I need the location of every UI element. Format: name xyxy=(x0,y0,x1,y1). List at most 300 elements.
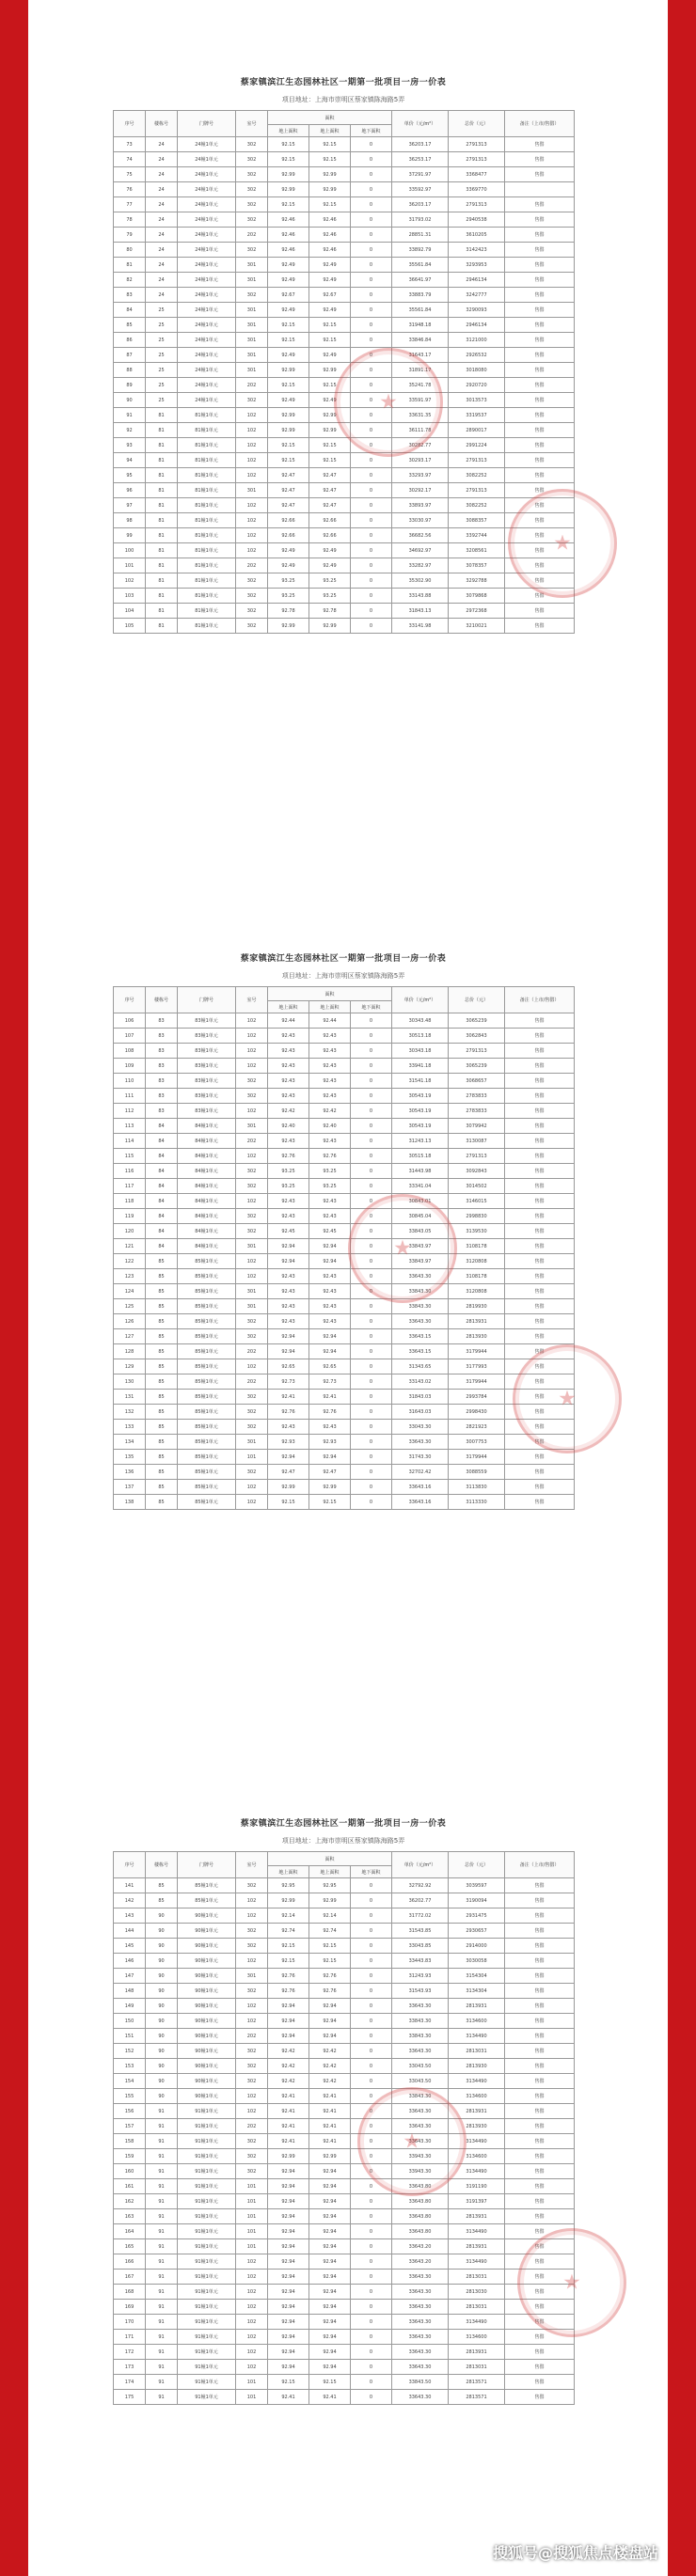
table-row xyxy=(114,1465,575,1480)
table-cell: 102 xyxy=(236,1059,268,1074)
table-cell: 36641.97 xyxy=(392,273,449,288)
table-cell: 33643.30 xyxy=(392,2285,449,2300)
table-cell: 2998430 xyxy=(449,1405,505,1420)
table-cell: 84 xyxy=(146,1239,178,1254)
table-cell: 2791313 xyxy=(449,1149,505,1164)
table-cell: 92.94 xyxy=(268,2209,309,2224)
table-cell: 83幢1单元 xyxy=(178,1013,236,1029)
table-row xyxy=(114,558,575,573)
table-row xyxy=(114,2254,575,2270)
table-row xyxy=(114,528,575,543)
table-cell: 33643.30 xyxy=(392,2119,449,2134)
table-row xyxy=(114,513,575,528)
table-row xyxy=(114,288,575,303)
table-cell: 102 xyxy=(114,573,146,589)
table-row xyxy=(114,2179,575,2194)
table-cell: 119 xyxy=(114,1209,146,1224)
table-cell: 92.49 xyxy=(309,273,351,288)
table-cell: 3134600 xyxy=(449,2330,505,2345)
table-cell: 85幢1单元 xyxy=(178,1254,236,1269)
table-cell: 3092843 xyxy=(449,1164,505,1179)
table-cell: 售罄 xyxy=(505,303,575,318)
table-cell: 92.99 xyxy=(268,408,309,423)
table-cell: 81幢1单元 xyxy=(178,468,236,483)
table-cell: 3134304 xyxy=(449,1984,505,1999)
table-cell: 33643.30 xyxy=(392,1435,449,1450)
table-cell: 24幢1单元 xyxy=(178,288,236,303)
table-cell: 91 xyxy=(146,2285,178,2300)
table-cell: 0 xyxy=(351,438,392,453)
table-cell: 147 xyxy=(114,1969,146,1984)
table-cell: 91 xyxy=(146,2300,178,2315)
table-cell: 302 xyxy=(236,1074,268,1089)
table-cell: 3108178 xyxy=(449,1239,505,1254)
table-cell: 90 xyxy=(146,1924,178,1939)
column-header: 序号 xyxy=(114,111,146,137)
table-cell: 售罄 xyxy=(505,2014,575,2029)
table-cell: 86 xyxy=(114,333,146,348)
table-cell: 92.94 xyxy=(268,2270,309,2285)
table-cell: 92.94 xyxy=(309,2315,351,2330)
table-cell: 102 xyxy=(236,453,268,468)
table-cell: 90幢1单元 xyxy=(178,2089,236,2104)
table-cell: 114 xyxy=(114,1134,146,1149)
table-cell: 2813931 xyxy=(449,2209,505,2224)
table-cell: 33643.20 xyxy=(392,2254,449,2270)
table-cell: 售罄 xyxy=(505,2375,575,2390)
table-cell: 0 xyxy=(351,182,392,197)
table-cell: 售罄 xyxy=(505,1239,575,1254)
table-cell: 79 xyxy=(114,228,146,243)
table-cell: 2914000 xyxy=(449,1939,505,1954)
table-cell: 33943.30 xyxy=(392,2149,449,2164)
table-cell: 87 xyxy=(114,348,146,363)
table-row xyxy=(114,2029,575,2044)
table-cell: 3210021 xyxy=(449,619,505,634)
table-cell: 3134490 xyxy=(449,2134,505,2149)
table-cell: 24幢1单元 xyxy=(178,303,236,318)
table-cell: 102 xyxy=(236,1254,268,1269)
table-cell: 92.43 xyxy=(309,1209,351,1224)
table-cell: 24 xyxy=(146,288,178,303)
table-cell: 售罄 xyxy=(505,2164,575,2179)
table-cell: 90 xyxy=(146,2059,178,2074)
table-cell: 3018080 xyxy=(449,363,505,378)
table-cell: 92.15 xyxy=(309,1939,351,1954)
table-cell: 33943.30 xyxy=(392,2164,449,2179)
table-cell: 81幢1单元 xyxy=(178,408,236,423)
table-cell: 302 xyxy=(236,243,268,258)
table-cell: 92.49 xyxy=(268,273,309,288)
table-cell: 92.94 xyxy=(268,1344,309,1359)
table-cell: 85幢1单元 xyxy=(178,1465,236,1480)
table-cell: 售罄 xyxy=(505,1893,575,1908)
table-cell: 92.99 xyxy=(268,167,309,182)
table-cell: 92.99 xyxy=(309,408,351,423)
table-cell: 3319537 xyxy=(449,408,505,423)
table-row xyxy=(114,1329,575,1344)
table-cell: 售罄 xyxy=(505,2059,575,2074)
table-cell: 3208561 xyxy=(449,543,505,558)
table-cell: 81幢1单元 xyxy=(178,513,236,528)
table-cell: 0 xyxy=(351,1954,392,1969)
table-cell: 107 xyxy=(114,1029,146,1044)
table-cell: 91 xyxy=(146,2209,178,2224)
table-cell: 售罄 xyxy=(505,423,575,438)
table-row xyxy=(114,1134,575,1149)
table-cell: 0 xyxy=(351,1878,392,1893)
table-cell: 0 xyxy=(351,378,392,393)
table-row xyxy=(114,1374,575,1390)
sheet-title: 蔡家镇滨江生态园林社区一期第一批项目一房一价表 xyxy=(240,954,447,964)
table-cell: 售罄 xyxy=(505,1284,575,1299)
table-cell: 102 xyxy=(236,2014,268,2029)
table-cell: 33643.30 xyxy=(392,1314,449,1329)
table-cell: 售罄 xyxy=(505,1984,575,1999)
table-cell: 92.15 xyxy=(268,1939,309,1954)
table-cell: 92.43 xyxy=(268,1209,309,1224)
table-cell: 159 xyxy=(114,2149,146,2164)
table-cell: 145 xyxy=(114,1939,146,1954)
table-cell: 84 xyxy=(146,1149,178,1164)
table-cell: 92.94 xyxy=(309,2194,351,2209)
table-cell: 0 xyxy=(351,2360,392,2375)
table-cell: 92.43 xyxy=(268,1299,309,1314)
table-cell: 24 xyxy=(146,243,178,258)
table-cell: 91幢1单元 xyxy=(178,2194,236,2209)
table-cell: 78 xyxy=(114,212,146,228)
table-cell: 2813930 xyxy=(449,2119,505,2134)
table-cell: 92.41 xyxy=(309,1390,351,1405)
table-cell: 81幢1单元 xyxy=(178,528,236,543)
table-cell: 302 xyxy=(236,2059,268,2074)
table-cell: 85幢1单元 xyxy=(178,1878,236,1893)
table-cell: 3068657 xyxy=(449,1074,505,1089)
table-cell: 90 xyxy=(146,2014,178,2029)
table-cell: 35561.84 xyxy=(392,258,449,273)
table-row xyxy=(114,2119,575,2134)
table-cell: 85 xyxy=(146,1390,178,1405)
table-cell: 120 xyxy=(114,1224,146,1239)
column-header: 备注（上市/售罄） xyxy=(505,987,575,1013)
table-cell: 302 xyxy=(236,1164,268,1179)
table-cell: 133 xyxy=(114,1420,146,1435)
price-table xyxy=(113,1851,575,2405)
table-cell: 85幢1单元 xyxy=(178,1450,236,1465)
table-cell: 0 xyxy=(351,137,392,152)
table-cell: 92.14 xyxy=(268,1908,309,1924)
table-cell: 92.94 xyxy=(309,2164,351,2179)
column-header: 单价（元/m²） xyxy=(392,111,449,137)
table-cell: 90幢1单元 xyxy=(178,1984,236,1999)
table-cell: 33941.18 xyxy=(392,1059,449,1074)
table-cell: 0 xyxy=(351,333,392,348)
table-cell: 2791313 xyxy=(449,197,505,212)
table-cell: 102 xyxy=(236,1029,268,1044)
table-cell: 92.15 xyxy=(268,318,309,333)
table-cell: 92.94 xyxy=(309,1450,351,1465)
table-cell: 92.94 xyxy=(268,2345,309,2360)
table-cell: 91 xyxy=(146,2270,178,2285)
table-cell: 301 xyxy=(236,348,268,363)
table-cell: 93.25 xyxy=(268,1179,309,1194)
table-cell: 91幢1单元 xyxy=(178,2149,236,2164)
table-cell: 25 xyxy=(146,348,178,363)
table-cell: 92.94 xyxy=(309,2330,351,2345)
table-cell: 92.15 xyxy=(309,333,351,348)
table-cell: 24幢1单元 xyxy=(178,348,236,363)
table-cell: 93.25 xyxy=(268,589,309,604)
table-cell: 售罄 xyxy=(505,1194,575,1209)
table-cell: 90幢1单元 xyxy=(178,2059,236,2074)
table-cell: 92.42 xyxy=(309,1104,351,1119)
table-row xyxy=(114,1878,575,1893)
table-cell: 0 xyxy=(351,2134,392,2149)
table-cell: 33643.30 xyxy=(392,1269,449,1284)
table-cell: 24 xyxy=(146,228,178,243)
table-cell: 92.41 xyxy=(268,2089,309,2104)
table-cell: 3134600 xyxy=(449,2014,505,2029)
table-cell: 91 xyxy=(114,408,146,423)
table-cell: 售罄 xyxy=(505,1495,575,1510)
table-cell: 2946134 xyxy=(449,273,505,288)
table-cell: 售罄 xyxy=(505,453,575,468)
table-cell: 92.74 xyxy=(309,1924,351,1939)
column-subheader: 地下面积 xyxy=(351,1001,392,1013)
table-cell: 85幢1单元 xyxy=(178,1495,236,1510)
table-cell: 售罄 xyxy=(505,1450,575,1465)
table-cell: 92.46 xyxy=(309,212,351,228)
table-cell: 30282.77 xyxy=(392,438,449,453)
table-cell: 2931475 xyxy=(449,1908,505,1924)
table-cell: 24幢1单元 xyxy=(178,333,236,348)
table-cell: 3179944 xyxy=(449,1374,505,1390)
table-cell: 92.94 xyxy=(309,1344,351,1359)
table-cell: 92.76 xyxy=(268,1984,309,1999)
table-cell: 33631.35 xyxy=(392,408,449,423)
table-cell: 2813030 xyxy=(449,2285,505,2300)
table-cell: 0 xyxy=(351,2059,392,2074)
table-cell: 91幢1单元 xyxy=(178,2119,236,2134)
table-cell: 售罄 xyxy=(505,1059,575,1074)
table-cell: 33643.30 xyxy=(392,2270,449,2285)
table-cell: 81 xyxy=(114,258,146,273)
table-cell: 92.93 xyxy=(309,1435,351,1450)
table-cell: 33643.80 xyxy=(392,2194,449,2209)
table-cell: 24幢1单元 xyxy=(178,318,236,333)
table-cell: 31843.03 xyxy=(392,1390,449,1405)
table-cell: 91 xyxy=(146,2104,178,2119)
table-cell: 85 xyxy=(146,1299,178,1314)
table-cell: 132 xyxy=(114,1405,146,1420)
table-cell: 2920720 xyxy=(449,378,505,393)
table-row xyxy=(114,1969,575,1984)
table-cell: 91 xyxy=(146,2390,178,2405)
table-cell: 3079942 xyxy=(449,1119,505,1134)
table-cell: 131 xyxy=(114,1390,146,1405)
table-cell: 83 xyxy=(114,288,146,303)
table-cell: 33843.97 xyxy=(392,1239,449,1254)
table-cell: 92.94 xyxy=(268,1329,309,1344)
table-cell: 3134490 xyxy=(449,2224,505,2239)
table-cell: 3121000 xyxy=(449,333,505,348)
table-cell: 0 xyxy=(351,2014,392,2029)
table-cell: 0 xyxy=(351,2315,392,2330)
seal-stamp xyxy=(517,2228,626,2337)
table-cell: 92.94 xyxy=(268,2014,309,2029)
table-cell: 102 xyxy=(236,1954,268,1969)
table-row xyxy=(114,1089,575,1104)
table-cell: 售罄 xyxy=(505,1435,575,1450)
table-cell: 101 xyxy=(236,2194,268,2209)
table-cell: 售罄 xyxy=(505,498,575,513)
table-cell: 92.94 xyxy=(309,2239,351,2254)
table-cell: 85 xyxy=(146,1359,178,1374)
table-cell: 售罄 xyxy=(505,2285,575,2300)
table-cell: 92.42 xyxy=(268,2059,309,2074)
table-cell: 0 xyxy=(351,589,392,604)
table-cell: 售罄 xyxy=(505,1969,575,1984)
table-row xyxy=(114,152,575,167)
table-cell: 92.43 xyxy=(268,1089,309,1104)
seal-stamp xyxy=(508,489,617,598)
table-cell: 301 xyxy=(236,318,268,333)
table-cell: 0 xyxy=(351,2194,392,2209)
table-cell: 售罄 xyxy=(505,212,575,228)
table-cell: 171 xyxy=(114,2330,146,2345)
table-cell: 169 xyxy=(114,2300,146,2315)
table-cell: 0 xyxy=(351,2104,392,2119)
table-cell: 85幢1单元 xyxy=(178,1435,236,1450)
table-cell: 80 xyxy=(114,243,146,258)
table-cell: 93 xyxy=(114,438,146,453)
table-cell: 92.46 xyxy=(268,212,309,228)
table-cell: 81 xyxy=(146,453,178,468)
table-cell: 28851.31 xyxy=(392,228,449,243)
table-cell: 92.67 xyxy=(268,288,309,303)
table-cell: 92.73 xyxy=(268,1374,309,1390)
table-cell: 93.25 xyxy=(309,1164,351,1179)
table-cell: 202 xyxy=(236,1134,268,1149)
table-cell: 93.25 xyxy=(268,1164,309,1179)
table-cell: 102 xyxy=(236,2270,268,2285)
table-cell: 2819930 xyxy=(449,1299,505,1314)
table-cell: 102 xyxy=(236,438,268,453)
table-cell: 302 xyxy=(236,1405,268,1420)
table-cell: 0 xyxy=(351,423,392,438)
table-row xyxy=(114,2285,575,2300)
table-cell: 84 xyxy=(146,1179,178,1194)
table-row xyxy=(114,1284,575,1299)
table-cell: 85幢1单元 xyxy=(178,1329,236,1344)
table-cell: 81 xyxy=(146,513,178,528)
table-cell: 301 xyxy=(236,258,268,273)
table-cell: 33643.30 xyxy=(392,1999,449,2014)
table-cell: 116 xyxy=(114,1164,146,1179)
table-cell: 90 xyxy=(114,393,146,408)
table-cell: 92.94 xyxy=(268,2330,309,2345)
table-cell: 160 xyxy=(114,2164,146,2179)
table-cell: 2791313 xyxy=(449,1044,505,1059)
table-cell: 85 xyxy=(114,318,146,333)
table-cell: 售罄 xyxy=(505,363,575,378)
table-cell: 91 xyxy=(146,2315,178,2330)
table-cell: 202 xyxy=(236,558,268,573)
table-cell: 92.43 xyxy=(309,1044,351,1059)
table-cell: 0 xyxy=(351,1179,392,1194)
table-cell: 0 xyxy=(351,1969,392,1984)
table-cell: 92.99 xyxy=(268,1893,309,1908)
table-cell: 售罄 xyxy=(505,167,575,182)
table-cell: 90 xyxy=(146,1984,178,1999)
table-cell: 81 xyxy=(146,558,178,573)
table-cell: 92.43 xyxy=(309,1059,351,1074)
table-cell: 33643.30 xyxy=(392,2134,449,2149)
table-cell: 3191397 xyxy=(449,2194,505,2209)
table-cell: 301 xyxy=(236,273,268,288)
table-row xyxy=(114,2164,575,2179)
table-cell: 84 xyxy=(146,1164,178,1179)
table-cell: 92.41 xyxy=(268,2390,309,2405)
table-cell: 146 xyxy=(114,1954,146,1969)
table-cell: 售罄 xyxy=(505,1465,575,1480)
table-cell: 91 xyxy=(146,2224,178,2239)
table-cell: 0 xyxy=(351,1405,392,1420)
table-row xyxy=(114,453,575,468)
table-cell: 92.94 xyxy=(268,2029,309,2044)
seal-stamp xyxy=(357,2087,467,2196)
table-cell: 83 xyxy=(146,1029,178,1044)
table-cell: 92.15 xyxy=(309,318,351,333)
table-cell: 0 xyxy=(351,1374,392,1390)
table-cell: 92.94 xyxy=(268,1254,309,1269)
table-cell: 售罄 xyxy=(505,1878,575,1893)
table-cell: 85幢1单元 xyxy=(178,1480,236,1495)
table-cell: 112 xyxy=(114,1104,146,1119)
column-header: 楼栋号 xyxy=(146,111,178,137)
table-row xyxy=(114,212,575,228)
table-cell: 售罄 xyxy=(505,1924,575,1939)
table-cell: 25 xyxy=(146,303,178,318)
table-row xyxy=(114,2270,575,2285)
table-cell: 302 xyxy=(236,1314,268,1329)
table-cell: 92.47 xyxy=(268,468,309,483)
table-cell: 售罄 xyxy=(505,1299,575,1314)
table-cell: 92.94 xyxy=(268,2239,309,2254)
table-cell: 30343.18 xyxy=(392,1044,449,1059)
table-cell: 0 xyxy=(351,1059,392,1074)
table-cell: 36203.17 xyxy=(392,197,449,212)
table-cell: 92.94 xyxy=(309,1329,351,1344)
table-cell: 90幢1单元 xyxy=(178,2044,236,2059)
table-cell: 0 xyxy=(351,2300,392,2315)
table-cell: 33043.50 xyxy=(392,2074,449,2089)
table-cell: 0 xyxy=(351,2270,392,2285)
table-cell: 97 xyxy=(114,498,146,513)
table-cell: 92.99 xyxy=(309,167,351,182)
table-cell: 92.99 xyxy=(309,182,351,197)
table-cell: 33643.80 xyxy=(392,2209,449,2224)
table-row xyxy=(114,1435,575,1450)
table-cell: 101 xyxy=(236,2375,268,2390)
table-cell: 92.15 xyxy=(309,1495,351,1510)
table-cell: 33443.83 xyxy=(392,1954,449,1969)
table-cell: 126 xyxy=(114,1314,146,1329)
table-cell: 106 xyxy=(114,1013,146,1029)
table-cell: 0 xyxy=(351,1119,392,1134)
column-header: 室号 xyxy=(236,111,268,137)
table-cell: 91幢1单元 xyxy=(178,2224,236,2239)
